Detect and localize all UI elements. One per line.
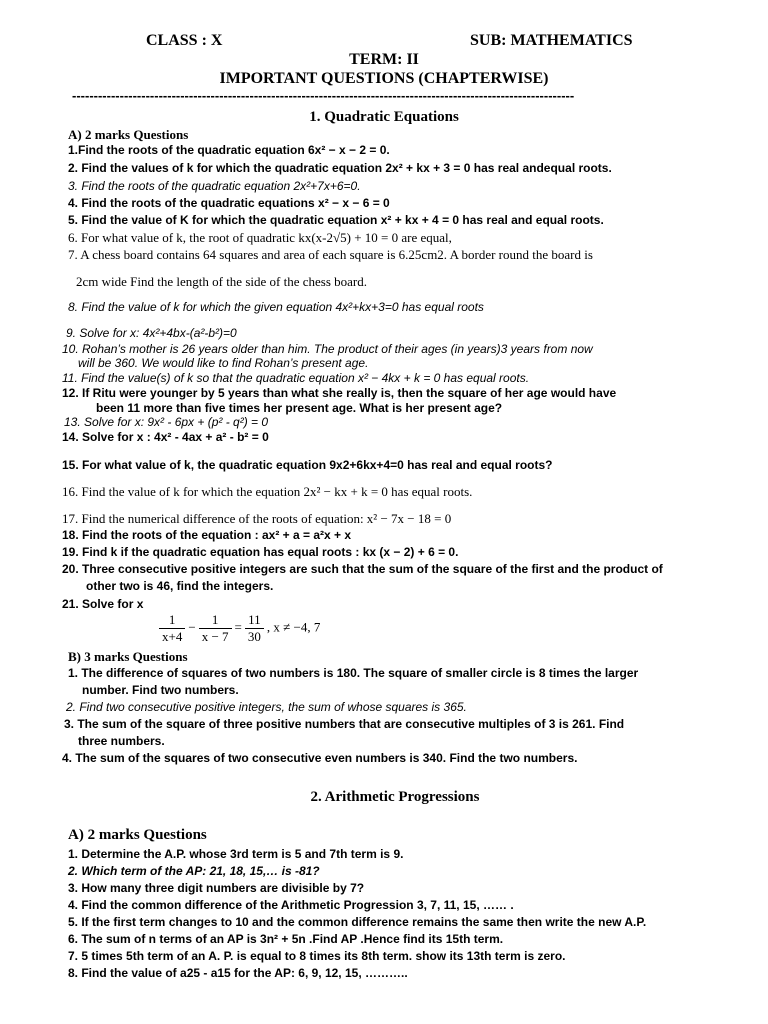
question-q15: 15. For what value of k, the quadratic equation 9x2+6kx+4=0 has real and equal roots? [62,458,553,472]
question-q7-line2: 2cm wide Find the length of the side of the chess board. [76,274,367,289]
question-q3: 3. Find the roots of the quadratic equation 2x²+7x+6=0. [68,179,361,193]
question-b3-line2: three numbers. [78,734,165,748]
question-q20-line2: other two is 46, find the integers. [86,579,274,593]
ap-question-q8: 8. Find the value of a25 - a15 for the AP: 6, 9, 12, 15, ……….. [68,966,408,980]
section-title-quadratic: 1. Quadratic Equations [309,109,459,125]
question-q13: 13. Solve for x: 9x² - 6px + (p² - q²) = 0 [64,415,269,429]
question-q1: 1.Find the roots of the quadratic equation 6x² − x − 2 = 0. [68,143,390,157]
condition-text: , x ≠ −4, 7 [266,619,321,635]
question-q17: 17. Find the numerical difference of the roots of equation: x² − 7x − 18 = 0 [62,511,452,526]
subject-label: SUB: MATHEMATICS [470,32,633,49]
question-q11: 11. Find the value(s) of k so that the quadratic equation x² − 4kx + k = 0 has equal roots. [62,371,530,385]
question-q21-equation [156,612,320,645]
question-q10-line2: will be 360. We would like to find Rohan’s present age. [78,356,369,370]
fraction-2-numerator: 1 [199,612,232,629]
question-q9: 9. Solve for x: 4x²+4bx-(a²-b²)=0 [66,326,237,340]
ap-question-q3: 3. How many three digit numbers are divisible by 7? [68,881,365,895]
question-q14: 14. Solve for x : 4x² - 4ax + a² - b² = 0 [62,430,269,444]
header-divider: -------------------------------------------------------------------------------------------------------------------- [72,88,575,103]
question-b1-line2: number. Find two numbers. [82,683,239,697]
ap-question-q6: 6. The sum of n terms of an AP is 3n² + 5n .Find AP .Hence find its 15th term. [68,932,504,946]
question-q21: 21. Solve for x [62,597,144,611]
term-label: TERM: II [349,51,419,68]
question-b1-line1: 1. The difference of squares of two numbers is 180. The square of smaller circle is 8 times the larger [68,666,639,680]
question-q20-line1: 20. Three consecutive positive integers are such that the sum of the square of the first and the product of [62,562,663,576]
question-q7-line1: 7. A chess board contains 64 squares and area of each square is 6.25cm2. A border round the board is [68,247,593,262]
ap-question-q5: 5. If the first term changes to 10 and the common difference remains the same then write the new A.P. [68,915,647,929]
question-q19: 19. Find k if the quadratic equation has equal roots : kx (x − 2) + 6 = 0. [62,545,459,559]
ap-question-q2: 2. Which term of the AP: 21, 18, 15,… is -81? [68,864,320,878]
question-q8: 8. Find the value of k for which the given equation 4x²+kx+3=0 has equal roots [68,300,484,314]
question-q16: 16. Find the value of k for which the equation 2x² − kx + k = 0 has equal roots. [62,484,473,499]
fraction-2-denominator: x − 7 [201,629,229,644]
question-b3-line1: 3. The sum of the square of three positive numbers that are consecutive multiples of 3 is 261. Find [64,717,625,731]
subheading-3-marks: B) 3 marks Questions [68,649,188,664]
question-q12-line2: been 11 more than five times her present age. What is her present age? [96,401,503,415]
ap-question-q1: 1. Determine the A.P. whose 3rd term is 5 and 7th term is 9. [68,847,404,861]
ap-question-q4: 4. Find the common difference of the Arithmetic Progression 3, 7, 11, 15, …… . [68,898,514,912]
question-q10-line1: 10. Rohan’s mother is 26 years older than him. The product of their ages (in years)3 years from now [62,342,593,356]
question-b4: 4. The sum of the squares of two consecutive even numbers is 340. Find the two numbers. [62,751,578,765]
question-q4: 4. Find the roots of the quadratic equations x² − x − 6 = 0 [68,196,390,210]
question-q12-line1: 12. If Ritu were younger by 5 years than what she really is, then the square of her age would have [62,386,617,400]
question-q6: 6. For what value of k, the root of quadratic kx(x-2√5) + 10 = 0 are equal, [68,230,452,245]
ap-question-q7: 7. 5 times 5th term of an A. P. is equal to 8 times its 8th term. show its 13th term is zero. [68,949,566,963]
minus-sign: − [188,619,196,635]
subheading-2-marks: A) 2 marks Questions [68,127,189,142]
equals-sign: = [234,619,242,635]
fraction-3-denominator: 30 [247,629,261,644]
subheading-ap-2-marks: A) 2 marks Questions [68,827,207,843]
fraction-1-denominator: x+4 [162,629,183,644]
question-q18: 18. Find the roots of the equation : ax² + a = a²x + x [62,528,352,542]
section-title-ap: 2. Arithmetic Progressions [310,789,480,805]
class-label: CLASS : X [146,32,223,49]
question-q5: 5. Find the value of K for which the quadratic equation x² + kx + 4 = 0 has real and equal roots. [68,213,604,227]
question-q2: 2. Find the values of k for which the quadratic equation 2x² + kx + 3 = 0 has real andequal roots. [68,161,612,175]
fraction-3-numerator: 11 [245,612,264,629]
fraction-1-numerator: 1 [159,612,185,629]
question-b2: 2. Find two consecutive positive integers, the sum of whose squares is 365. [66,700,467,714]
page-title: IMPORTANT QUESTIONS (CHAPTERWISE) [219,70,549,87]
